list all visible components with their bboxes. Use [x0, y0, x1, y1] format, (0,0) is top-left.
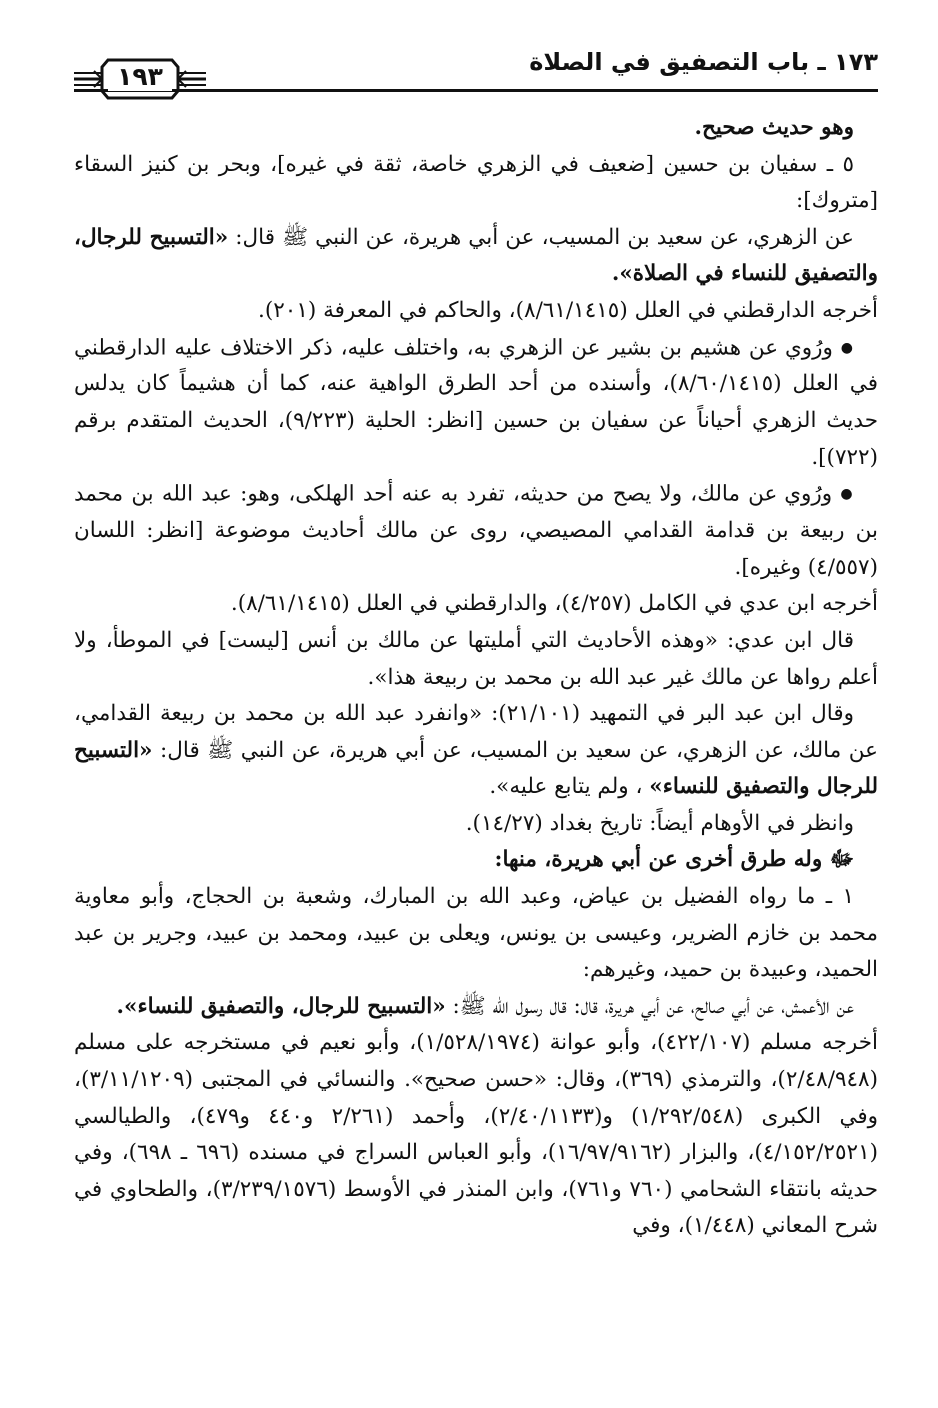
hadith-chain: عن الزهري، عن سعيد بن المسيب، عن أبي هريرة، عن النبي ﷺ قال: [235, 224, 854, 250]
hadith-matn: «التسبيح للرجال، والتصفيق للنساء في الصلاة». [74, 224, 878, 287]
paragraph: ٥ ـ سفيان بن حسين [ضعيف في الزهري خاصة، ثقة في غيره]، وبحر بن كنيز السقاء [متروك]: [74, 151, 878, 214]
hadith-chain: عن الأعمش، عن أبي صالح، عن أبي هريرة، قال: قال رسول الله ﷺ: [452, 993, 854, 1019]
paragraph: وهو حديث صحيح. [694, 115, 854, 140]
bullet-icon: ● [840, 486, 854, 503]
bullet-icon: ● [840, 339, 854, 356]
subheading: ﷻ وله طرق أخرى عن أبي هريرة، منها: [494, 847, 854, 873]
page-number-ornament [74, 54, 206, 104]
paragraph: أخرجه الدارقطني في العلل (٨/٦١/١٤١٥)، والحاكم في المعرفة (٢٠١). [258, 297, 878, 323]
paragraph: أخرجه مسلم (٤٢٢/١٠٧)، وأبو عوانة (١/٥٢٨/١٩٧٤)، وأبو نعيم في مستخرجه على مسلم (٢/٤٨/٩٤٨)، والترمذي (٣٦٩)، وقال: «حسن صحيح». والنسائي في المجتبى (٣/١١/١٢٠٩)، وفي الكبرى (١/٢٩٢/٥٤٨) و(٢/٤٠/١١٣٣)، وأحمد (٢/٢٦١ و٤٤٠ و٤٧٩)، والطيالسي (٤/١٥٢/٢٥٢١)، والبزار (١٦/٩٧/٩١٦٢)، وأبو العباس السراج في مسنده (٦٩٦ ـ ٦٩٨)، وفي حديثه بانتقاء الشحامي (٧٦٠ و٧٦١)، وابن المنذر في الأوسط (٣/٢٣٩/١٥٧٦)، والطحاوي في شرح المعاني (١/٤٤٨)، وفي [74, 1030, 879, 1239]
page-body [74, 110, 878, 1245]
chapter-title: ١٧٣ ـ باب التصفيق في الصلاة [529, 48, 878, 76]
quote-paragraph [74, 696, 878, 806]
paragraph: ١ ـ ما رواه الفضيل بن عياض، وعبد الله بن المبارك، وشعبة بن الحجاج، وأبو معاوية محمد بن خازم الضرير، وعيسى بن يونس، ويعلى بن عبيد، ومحمد بن عبيد، وجرير بن عبد الحميد، وعبيدة بن حميد، وغيرهم: [74, 884, 878, 983]
page-number: ١٩٣ [108, 63, 172, 91]
quote-lead: وقال ابن عبد البر في التمهيد (٢١/١٠١): «وانفرد عبد الله بن محمد بن ربيعة القدامي، عن مالك، عن الزهري، عن سعيد بن المسيب، عن أبي هريرة، عن النبي ﷺ قال: [74, 701, 878, 763]
bullet-paragraph [74, 476, 878, 586]
bullet-text: ورُوي عن هشيم بن بشير عن الزهري به، واختلف عليه، ذكر الاختلاف عليه الدارقطني في العلل (٨/٦٠/١٤١٥)، وأسنده من أحد الطرق الواهية عنه، كما أن هشيماً كان يدلس حديث الزهري أحياناً عن سفيان بن حسين [انظر: الحلية (٩/٢٢٣)، الحديث المتقدم برقم (٧٢٢)]. [74, 334, 878, 470]
quote-tail: ، ولم يتابع عليه». [489, 774, 643, 800]
paragraph: قال ابن عدي: «وهذه الأحاديث التي أمليتها عن مالك بن أنس [ليست] في الموطأ، ولا أعلم رواها عن مالك غير عبد الله بن محمد بن ربيعة هذا». [74, 627, 878, 690]
paragraph: وانظر في الأوهام أيضاً: تاريخ بغداد (١٤/٢٧). [465, 810, 854, 836]
bullet-text: ورُوي عن مالك، ولا يصح من حديثه، تفرد به عنه أحد الهلكى، وهو: عبد الله بن محمد بن ربيعة بن قدامة القدامي المصيصي، روى عن مالك أحاديث موضوعة [انظر: اللسان (٤/٥٥٧) وغيره]. [74, 481, 878, 580]
hadith-text [74, 989, 878, 1026]
bullet-paragraph [74, 330, 878, 477]
paragraph: أخرجه ابن عدي في الكامل (٤/٢٥٧)، والدارقطني في العلل (٨/٦١/١٤١٥). [230, 591, 878, 617]
hadith-matn: «التسبيح للرجال، والتصفيق للنساء». [116, 993, 446, 1019]
hadith-text [74, 220, 878, 293]
quote-bold: «التسبيح للرجال والتصفيق للنساء» [74, 737, 878, 800]
running-header [74, 40, 878, 102]
